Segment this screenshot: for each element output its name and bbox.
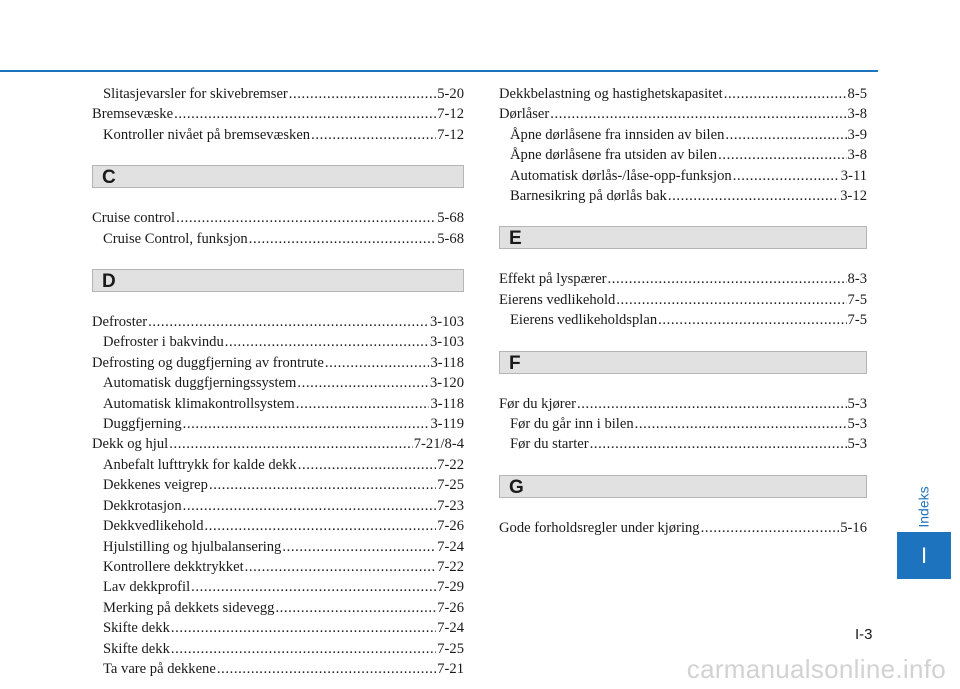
index-subentry[interactable] [499,186,867,206]
index-entry-page: 7-22 [437,456,464,473]
dot-leader [297,373,429,393]
index-entry-text: Merking på dekkets sidevegg [103,599,275,616]
index-subentry[interactable] [92,577,464,597]
dot-leader [311,125,436,145]
index-entry-page: 3-118 [430,354,464,371]
index-entry-text: Automatisk klimakontrollsystem [103,395,295,412]
index-entry-page: 3-8 [847,147,867,164]
index-entry[interactable] [92,104,464,124]
index-entry-text: Slitasjevarsler for skivebremser [103,86,288,102]
index-subentry[interactable] [92,516,464,536]
index-entry-page: 7-25 [437,640,464,657]
index-subentry[interactable] [499,414,867,434]
dot-leader [249,229,437,249]
dot-leader [171,618,436,638]
index-subentry[interactable] [92,373,464,393]
index-entry-page: 3-9 [847,126,867,143]
dot-leader [725,125,846,145]
index-entry[interactable] [499,84,867,104]
index-subentry[interactable] [499,166,867,186]
dot-leader [733,166,840,186]
index-entry-page: 3-118 [430,395,464,412]
index-entry-page: 3-103 [429,334,464,351]
index-entry[interactable] [499,269,867,289]
page-number: I-3 [855,626,873,643]
dot-leader [191,577,436,597]
dot-leader [217,659,436,679]
index-entry-page: 5-68 [437,230,464,247]
index-entry-page: 5-3 [847,436,867,453]
index-subentry[interactable] [92,84,464,104]
index-entry-page: 3-12 [840,188,867,205]
index-entry-page: 5-3 [847,416,867,433]
index-subentry[interactable] [92,557,464,577]
index-entry-text: Effekt på lyspærer [499,271,607,288]
dot-leader [577,394,847,414]
watermark: carmanualsonline.info [686,654,946,684]
index-entry-text: Dekk og hjul [92,436,169,453]
index-entry-page: 3-119 [430,416,464,433]
index-entry-text: Lav dekkprofil [103,579,191,596]
dot-leader [325,353,430,373]
index-subentry[interactable] [499,310,867,330]
index-subentry[interactable] [92,659,464,679]
index-entry[interactable] [499,104,867,124]
index-entry[interactable] [499,290,867,310]
index-subentry[interactable] [499,125,867,145]
dot-leader [275,598,436,618]
dot-leader [174,104,436,124]
index-subentry[interactable] [92,537,464,557]
index-entry-text: Anbefalt lufttrykk for kalde dekk [103,456,297,473]
index-entry-page: 7-5 [847,291,867,308]
index-entry-page: 7-12 [437,106,464,123]
index-entry-page: 7-12 [437,126,464,143]
index-subentry[interactable] [92,639,464,659]
dot-leader [289,84,436,104]
index-entry-text: Defroster i bakvindu [103,334,224,351]
index-entry-text: Dørlåser [499,106,550,123]
index-entry[interactable] [92,208,464,228]
dot-leader [209,475,436,495]
dot-leader [658,310,846,330]
index-entry-text: Dekkenes veigrep [103,477,208,494]
index-subentry[interactable] [92,618,464,638]
index-column-left [92,84,464,679]
index-entry-text: Duggfjerning [103,416,182,433]
dot-leader [296,394,430,414]
index-subentry[interactable] [499,145,867,165]
index-entry-page: 3-103 [429,314,464,331]
index-entry-page: 8-3 [847,271,867,288]
index-letter-header: E [499,226,867,249]
index-entry[interactable] [92,353,464,373]
dot-leader [718,145,846,165]
dot-leader [635,414,847,434]
index-letter-header: F [499,351,867,374]
index-entry-page: 7-26 [437,599,464,616]
index-entry-text: Cruise control [92,210,176,227]
index-entry-page: 3-120 [429,375,464,392]
index-entry-text: Åpne dørlåsene fra utsiden av bilen [510,147,718,164]
index-entry-text: Kontroller nivået på bremsevæsken [103,126,311,143]
section-side-label: Indeks [916,486,932,528]
index-entry-text: Automatisk dørlås-/låse-opp-funksjon [510,167,732,184]
index-entry[interactable] [92,434,464,454]
index-entry-page: 7-24 [437,620,464,637]
index-entry-text: Skifte dekk [103,620,170,637]
index-entry-page: 7-22 [437,558,464,575]
index-subentry[interactable] [92,394,464,414]
index-subentry[interactable] [92,229,464,249]
section-tab[interactable]: I [897,532,951,579]
index-entry[interactable] [92,312,464,332]
dot-leader [608,269,847,289]
index-entry-text: Gode forholdsregler under kjøring [499,519,700,536]
index-entry-text: Dekkvedlikehold [103,518,204,535]
index-entry-text: Automatisk duggfjerningssystem [103,375,297,392]
index-entry-text: Eierens vedlikeholdsplan [510,312,658,329]
index-entry-text: Defroster [92,314,148,331]
index-subentry[interactable] [92,475,464,495]
index-entry-text: Skifte dekk [103,640,170,657]
index-entry-page: 5-16 [840,519,867,536]
index-subentry[interactable] [92,332,464,352]
index-entry-text: Cruise Control, funksjon [103,230,248,247]
index-entry-page: 7-21 [437,660,464,677]
index-entry-text: Hjulstilling og hjulbalansering [103,538,282,555]
index-entry-page: 7-25 [437,477,464,494]
index-subentry[interactable] [92,455,464,475]
dot-leader [668,186,839,206]
index-entry-text: Kontrollere dekktrykket [103,558,244,575]
dot-leader [590,434,847,454]
index-letter-header: G [499,475,867,498]
index-entry-text: Før du går inn i bilen [510,416,634,433]
index-entry-text: Ta vare på dekkene [103,660,216,677]
index-entry-text: Før du kjører [499,395,577,412]
dot-leader [701,518,840,538]
index-entry[interactable] [499,394,867,414]
index-entry-page: 5-3 [847,395,867,412]
index-entry-page: 7-5 [847,312,867,329]
dot-leader [171,639,436,659]
dot-leader [169,434,413,454]
index-entry-page: 7-29 [437,579,464,596]
index-entry-page: 7-26 [437,518,464,535]
index-entry-text: Bremsevæske [92,106,174,123]
index-subentry[interactable] [92,125,464,145]
dot-leader [183,414,430,434]
dot-leader [176,208,436,228]
index-entry[interactable] [499,518,867,538]
index-entry-text: Før du starter [510,436,589,453]
top-rule [0,70,878,72]
index-column-right [499,84,867,538]
dot-leader [550,104,846,124]
index-entry-page: 3-8 [847,106,867,123]
dot-leader [183,496,437,516]
index-entry-text: Åpne dørlåsene fra innsiden av bilen [510,126,725,143]
index-letter-header: C [92,165,464,188]
dot-leader [298,455,437,475]
index-entry-text: Dekkbelastning og hastighetskapasitet [499,86,723,102]
index-entry-page: 7-24 [437,538,464,555]
index-subentry[interactable] [92,414,464,434]
dot-leader [148,312,429,332]
dot-leader [282,537,436,557]
index-entry-text: Eierens vedlikehold [499,291,616,308]
index-entry-text: Barnesikring på dørlås bak [510,188,667,205]
dot-leader [245,557,437,577]
index-letter-header: D [92,269,464,292]
index-entry-page: 5-20 [437,86,464,102]
index-subentry[interactable] [92,496,464,516]
index-entry-page: 7-21/8-4 [413,436,464,453]
dot-leader [205,516,437,536]
index-entry-page: 8-5 [847,86,867,102]
index-subentry[interactable] [499,434,867,454]
dot-leader [724,84,847,104]
index-entry-page: 3-11 [840,167,867,184]
index-entry-text: Defrosting og duggfjerning av frontrute [92,354,324,371]
index-entry-page: 5-68 [437,210,464,227]
dot-leader [616,290,846,310]
index-entry-page: 7-23 [437,497,464,514]
index-subentry[interactable] [92,598,464,618]
index-entry-text: Dekkrotasjon [103,497,182,514]
dot-leader [225,332,429,352]
